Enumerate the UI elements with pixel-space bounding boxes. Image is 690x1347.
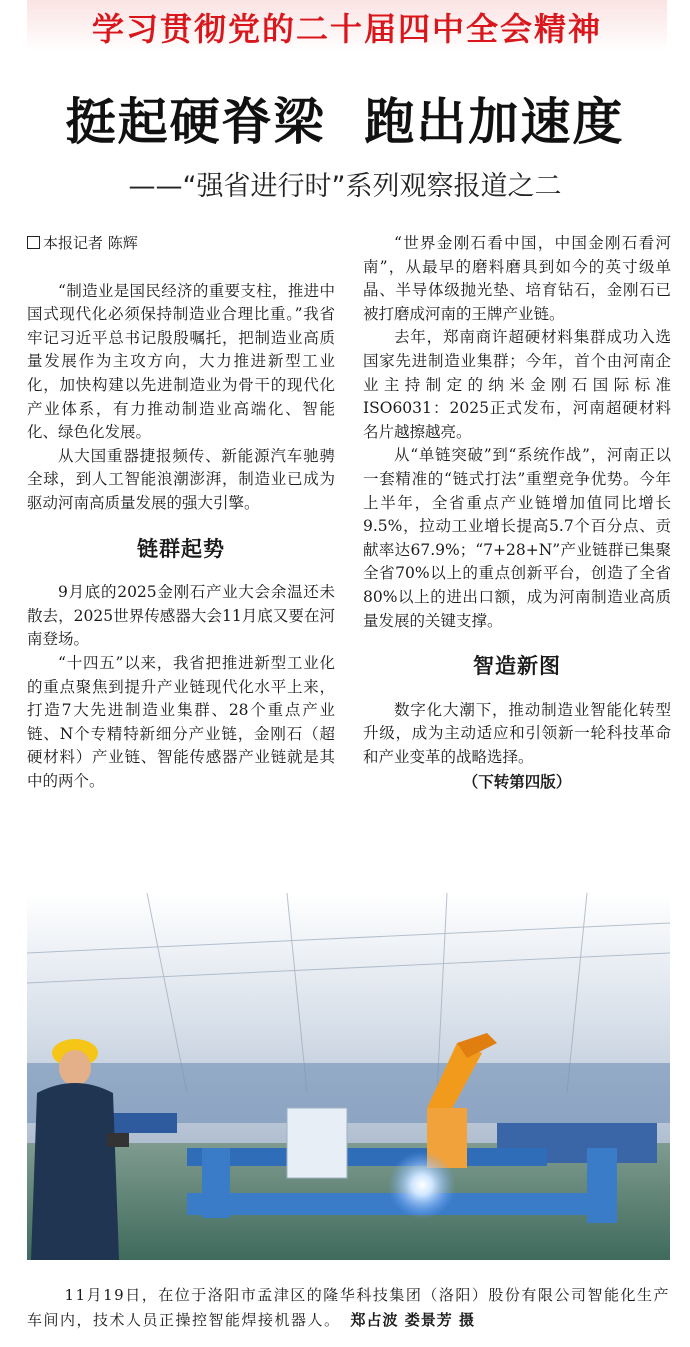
byline xyxy=(27,232,335,256)
series-banner-title: 学习贯彻党的二十届四中全会精神 xyxy=(91,10,602,48)
headline: 挺起硬脊梁 跑出加速度 xyxy=(65,93,625,151)
paragraph: 数字化大潮下，推动制造业智能化转型升级，成为主动适应和引领新一轮科技革命和产业变革的战略选择。 xyxy=(363,700,671,766)
byline-box-icon xyxy=(27,236,40,249)
paragraph: 从“单链突破”到“系统作战”，河南正以一套精准的“链式打法”重塑竞争优势。今年上半年，全省重点产业链增加值同比增长9.5%，拉动工业增长提高5.7个百分点、贡献率达67.9%；“7+28+N”产业链群已集聚全省70%以上的重点创新平台，创造了全省80%以上的进出口额，成为河南制造业高质量发展的关键支撑。 xyxy=(363,446,671,630)
left-column xyxy=(27,232,335,793)
caption-text: 11月19日，在位于洛阳市孟津区的隆华科技集团（洛阳）股份有限公司智能化生产车间内，技术人员正操控智能焊接机器人。 xyxy=(27,1286,670,1329)
paragraph: 去年，郑南商许超硬材料集群成功入选国家先进制造业集群；今年，首个由河南企业主持制定的纳米金刚石国际标准ISO6031：2025正式发布，河南超硬材料名片越擦越亮。 xyxy=(363,328,671,441)
paragraph: 9月底的2025金刚石产业大会余温还未散去，2025世界传感器大会11月底又要在河南登场。 xyxy=(27,583,335,649)
paragraph: “世界金刚石看中国，中国金刚石看河南”，从最早的磨料磨具到如今的英寸级单晶、半导体级抛光垫、培育钻石，金刚石已被打磨成河南的王牌产业链。 xyxy=(363,234,671,323)
paragraph: “十四五”以来，我省把推进新型工业化的重点聚焦到提升产业链现代化水平上来，打造7大先进制造业集群、28个重点产业链、N个专精特新细分产业链，金刚石（超硬材料）产业链、智能传感器产业链就是其中的两个。 xyxy=(27,653,335,790)
paragraph: 从大国重器捷报频传、新能源汽车驰骋全球，到人工智能浪潮澎湃，制造业已成为驱动河南高质量发展的强大引擎。 xyxy=(27,446,335,512)
welding-robot-photo xyxy=(27,893,670,1260)
paragraph: “制造业是国民经济的重要支柱，推进中国式现代化必须保持制造业合理比重。”我省牢记习近平总书记殷殷嘱托，把制造业高质量发展作为主攻方向，大力推进新型工业化，加快构建以先进制造业为骨干的现代化产业体系，有力推动制造业高端化、智能化、绿色化发展。 xyxy=(27,281,335,442)
byline-text: 本报记者 陈辉 xyxy=(43,234,138,252)
section-heading: 链群起势 xyxy=(137,536,225,561)
continued-notice: （下转第四版） xyxy=(462,773,572,792)
photo-caption xyxy=(27,1283,670,1333)
series-banner xyxy=(27,0,667,52)
section-heading: 智造新图 xyxy=(473,654,561,679)
factory-photo-illustration xyxy=(27,893,670,1260)
photo-credit: 郑占波 娄景芳 摄 xyxy=(350,1311,475,1329)
subheadline: ——“强省进行时”系列观察报道之二 xyxy=(128,171,562,202)
right-column xyxy=(363,232,671,795)
